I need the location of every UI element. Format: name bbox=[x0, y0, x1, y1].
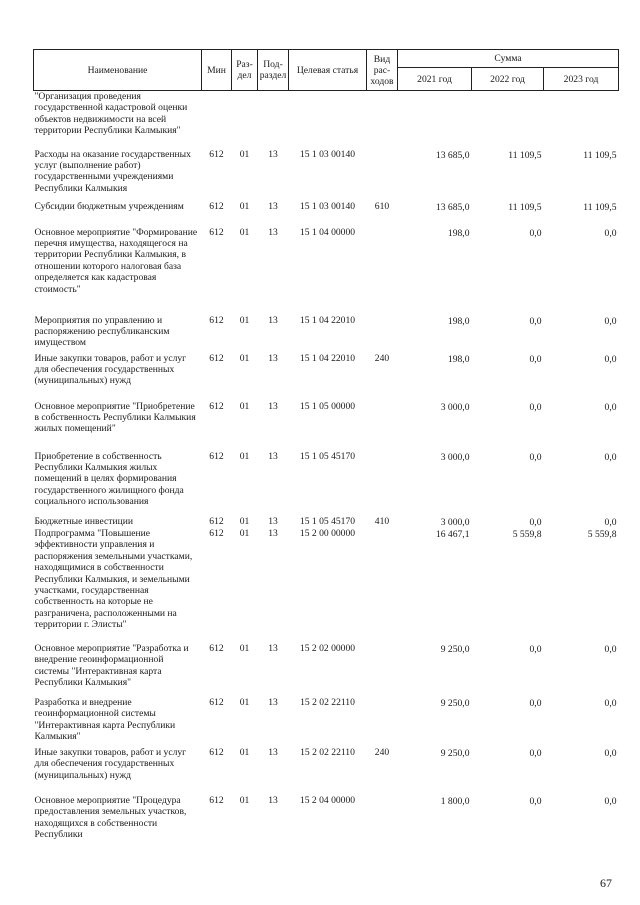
row-sum-2022: 11 109,5 bbox=[508, 149, 542, 161]
row-sum-2023: 0,0 bbox=[604, 697, 617, 709]
row-razdel: 01 bbox=[239, 794, 250, 806]
row-sum-2021: 3 000,0 bbox=[440, 516, 470, 528]
row-sum-2021: 9 250,0 bbox=[440, 747, 470, 759]
row-min: 612 bbox=[209, 200, 224, 212]
row-vid bbox=[367, 697, 398, 747]
row-sum-2021: 16 467,1 bbox=[435, 528, 470, 540]
row-celevaya: 15 2 00 00000 bbox=[299, 527, 356, 539]
row-vid bbox=[367, 91, 398, 149]
row-vid bbox=[367, 643, 398, 697]
row-sum-2022: 0,0 bbox=[529, 697, 542, 709]
table-row bbox=[34, 795, 619, 841]
row-celevaya: 15 1 04 22010 bbox=[299, 314, 356, 326]
header-name: Наименование bbox=[34, 50, 202, 91]
row-vid bbox=[367, 528, 398, 643]
row-name: Подпрограмма "Повышение эффективности управления и распоряжения земельными участками, находящимися в собственности Республики Калмыкия, и земельными участками, государственная собственность на которые не разграничена, расположенными на территории г. Элисты" bbox=[34, 527, 193, 631]
row-sum-2021: 198,0 bbox=[447, 227, 470, 239]
row-sum-2021: 198,0 bbox=[447, 315, 470, 327]
row-sum-2023: 0,0 bbox=[604, 315, 617, 327]
table-row bbox=[34, 201, 619, 227]
page-number: 67 bbox=[600, 876, 612, 890]
row-vid: 240 bbox=[374, 746, 390, 758]
row-podrazdel: 13 bbox=[268, 400, 278, 412]
row-podrazdel: 13 bbox=[268, 642, 278, 654]
table-row bbox=[34, 697, 619, 747]
header-2021: 2021 год bbox=[398, 68, 472, 91]
row-name: Основное мероприятие "Процедура предоставления земельных участков, находящихся в собственности Республики bbox=[34, 794, 187, 841]
header-min: Мин bbox=[202, 50, 232, 91]
row-vid: 240 bbox=[374, 352, 390, 364]
row-sum-2021: 9 250,0 bbox=[440, 697, 470, 709]
table-row bbox=[34, 353, 619, 401]
row-celevaya: 15 2 02 00000 bbox=[299, 642, 356, 654]
row-min: 612 bbox=[209, 450, 224, 462]
row-min: 612 bbox=[209, 696, 224, 708]
table-row bbox=[34, 528, 619, 643]
row-celevaya: 15 2 02 22110 bbox=[300, 696, 355, 708]
table-body bbox=[34, 91, 619, 841]
budget-table bbox=[33, 49, 619, 841]
row-celevaya: 15 2 04 00000 bbox=[299, 794, 356, 806]
row-min: 612 bbox=[209, 400, 224, 412]
row-min: 612 bbox=[209, 148, 224, 160]
table-row bbox=[34, 643, 619, 697]
row-sum-2023: 0,0 bbox=[604, 227, 617, 239]
table-row bbox=[34, 401, 619, 451]
row-celevaya: 15 1 05 00000 bbox=[299, 400, 356, 412]
row-name: Основное мероприятие "Приобретение в собственность Республики Калмыкия жилых помещений" bbox=[34, 400, 196, 435]
row-razdel: 01 bbox=[239, 527, 250, 539]
row-razdel: 01 bbox=[239, 352, 250, 364]
row-vid bbox=[367, 451, 398, 516]
row-sum-2022 bbox=[472, 91, 544, 149]
row-vid bbox=[367, 795, 398, 841]
header-2023: 2023 год bbox=[544, 68, 619, 91]
row-sum-2022: 5 559,8 bbox=[512, 528, 542, 540]
row-name: Приобретение в собственность Республики Калмыкия жилых помещений в целях формирования государственного жилищного фонда социального использования bbox=[34, 450, 184, 508]
row-celevaya: 15 1 03 00140 bbox=[299, 148, 356, 160]
row-sum-2022: 0,0 bbox=[529, 353, 542, 365]
row-razdel: 01 bbox=[239, 314, 250, 326]
row-sum-2022: 0,0 bbox=[529, 747, 542, 759]
row-sum-2022: 0,0 bbox=[529, 795, 542, 807]
row-name: Бюджетные инвестиции bbox=[34, 515, 133, 527]
row-sum-2023: 0,0 bbox=[604, 401, 617, 413]
row-sum-2023: 0,0 bbox=[604, 747, 617, 759]
row-sum-2021 bbox=[398, 91, 472, 149]
row-min: 612 bbox=[209, 226, 224, 238]
row-name: Мероприятия по управлению и распоряжению республиканским имуществом bbox=[34, 314, 170, 349]
row-sum-2021: 3 000,0 bbox=[440, 401, 470, 413]
row-sum-2021: 13 685,0 bbox=[435, 201, 470, 213]
header-vid: Вид рас-ходов bbox=[367, 50, 398, 91]
header-podrazdel: Под-раздел bbox=[258, 50, 289, 91]
row-razdel: 01 bbox=[239, 696, 250, 708]
row-sum-2023: 0,0 bbox=[604, 353, 617, 365]
row-podrazdel: 13 bbox=[268, 148, 278, 160]
row-vid bbox=[367, 401, 398, 451]
row-podrazdel: 13 bbox=[268, 200, 278, 212]
row-vid bbox=[367, 315, 398, 353]
table-row bbox=[34, 747, 619, 795]
row-name: Иные закупки товаров, работ и услуг для обеспечения государственных (муниципальных) нужд bbox=[34, 352, 187, 387]
row-sum-2022: 0,0 bbox=[529, 451, 542, 463]
table-row bbox=[34, 149, 619, 201]
row-celevaya: 15 2 02 22110 bbox=[300, 746, 355, 758]
row-name: Субсидии бюджетным учреждениям bbox=[34, 200, 184, 212]
row-sum-2023: 0,0 bbox=[604, 516, 617, 528]
header-2022: 2022 год bbox=[472, 68, 544, 91]
row-sum-2022: 0,0 bbox=[529, 516, 542, 528]
row-podrazdel: 13 bbox=[268, 352, 278, 364]
row-sum-2022: 0,0 bbox=[529, 643, 542, 655]
row-sum-2023: 0,0 bbox=[604, 795, 617, 807]
row-vid bbox=[367, 227, 398, 315]
table-row bbox=[34, 91, 619, 149]
row-sum-2021: 13 685,0 bbox=[435, 149, 470, 161]
row-min: 612 bbox=[209, 794, 224, 806]
table-row bbox=[34, 315, 619, 353]
row-min: 612 bbox=[209, 352, 224, 364]
row-podrazdel: 13 bbox=[268, 794, 278, 806]
row-sum-2021: 3 000,0 bbox=[440, 451, 470, 463]
row-celevaya: 15 1 05 45170 bbox=[299, 450, 356, 462]
row-name: Расходы на оказание государственных услуг (выполнение работ) государственными учреждениями Республики Калмыкия bbox=[34, 148, 191, 194]
header-celevaya: Целевая статья bbox=[289, 50, 367, 91]
row-min: 612 bbox=[209, 314, 224, 326]
row-celevaya: 15 1 03 00140 bbox=[299, 200, 356, 212]
row-name: Разработка и внедрение геоинформационной системы "Интерактивная карта Республики Калмыкия" bbox=[34, 696, 176, 743]
row-sum-2023: 11 109,5 bbox=[583, 201, 617, 213]
row-celevaya: 15 1 04 00000 bbox=[299, 226, 356, 238]
row-name: Основное мероприятие "Формирование перечня имущества, находящегося на территории Республики Калмыкия, в отношении которого налоговая база определяется как кадастровая стоимость" bbox=[34, 226, 198, 295]
header-razdel: Раз-дел bbox=[232, 50, 258, 91]
row-sum-2022: 0,0 bbox=[529, 401, 542, 413]
row-min: 612 bbox=[209, 527, 224, 539]
row-sum-2023: 0,0 bbox=[604, 451, 617, 463]
row-razdel: 01 bbox=[239, 642, 250, 654]
row-min: 612 bbox=[209, 746, 224, 758]
row-podrazdel: 13 bbox=[268, 314, 278, 326]
header-summa: Сумма bbox=[398, 50, 619, 68]
row-sum-2023: 11 109,5 bbox=[583, 149, 617, 161]
row-name: Иные закупки товаров, работ и услуг для обеспечения государственных (муниципальных) нужд bbox=[34, 746, 187, 781]
row-name: "Организация проведения государственной кадастровой оценки объектов недвижимости на всей территории Республики Калмыкия" bbox=[34, 91, 188, 137]
row-sum-2023: 0,0 bbox=[604, 643, 617, 655]
row-podrazdel: 13 bbox=[268, 746, 278, 758]
row-sum-2021: 198,0 bbox=[447, 353, 470, 365]
row-vid: 610 bbox=[374, 200, 390, 212]
table-header bbox=[34, 50, 619, 91]
row-podrazdel: 13 bbox=[268, 527, 278, 539]
row-razdel: 01 bbox=[239, 200, 250, 212]
row-razdel: 01 bbox=[239, 400, 250, 412]
row-razdel bbox=[232, 91, 258, 149]
row-podrazdel: 13 bbox=[268, 450, 278, 462]
row-podrazdel: 13 bbox=[268, 696, 278, 708]
row-sum-2022: 0,0 bbox=[529, 315, 542, 327]
row-name: Основное мероприятие "Разработка и внедрение геоинформационной системы "Интерактивная карта Республики Калмыкия" bbox=[34, 642, 189, 689]
row-sum-2022: 11 109,5 bbox=[508, 201, 542, 213]
row-razdel: 01 bbox=[239, 515, 250, 527]
row-sum-2022: 0,0 bbox=[529, 227, 542, 239]
table-row bbox=[34, 451, 619, 516]
row-min bbox=[202, 91, 232, 149]
row-sum-2023 bbox=[544, 91, 619, 149]
row-celevaya: 15 1 04 22010 bbox=[299, 352, 356, 364]
row-celevaya: 15 1 05 45170 bbox=[299, 515, 356, 527]
row-vid: 410 bbox=[374, 515, 390, 527]
row-razdel: 01 bbox=[239, 746, 250, 758]
table-row bbox=[34, 227, 619, 315]
row-podrazdel bbox=[258, 91, 289, 149]
row-vid bbox=[367, 149, 398, 201]
row-sum-2021: 1 800,0 bbox=[440, 795, 470, 807]
row-razdel: 01 bbox=[239, 148, 250, 160]
row-razdel: 01 bbox=[239, 226, 250, 238]
row-sum-2023: 5 559,8 bbox=[587, 528, 617, 540]
row-min: 612 bbox=[209, 642, 224, 654]
row-celevaya bbox=[289, 91, 367, 149]
table-row bbox=[34, 516, 619, 528]
row-podrazdel: 13 bbox=[268, 226, 278, 238]
row-min: 612 bbox=[209, 515, 224, 527]
row-razdel: 01 bbox=[239, 450, 250, 462]
row-podrazdel: 13 bbox=[268, 515, 278, 527]
row-sum-2021: 9 250,0 bbox=[440, 643, 470, 655]
